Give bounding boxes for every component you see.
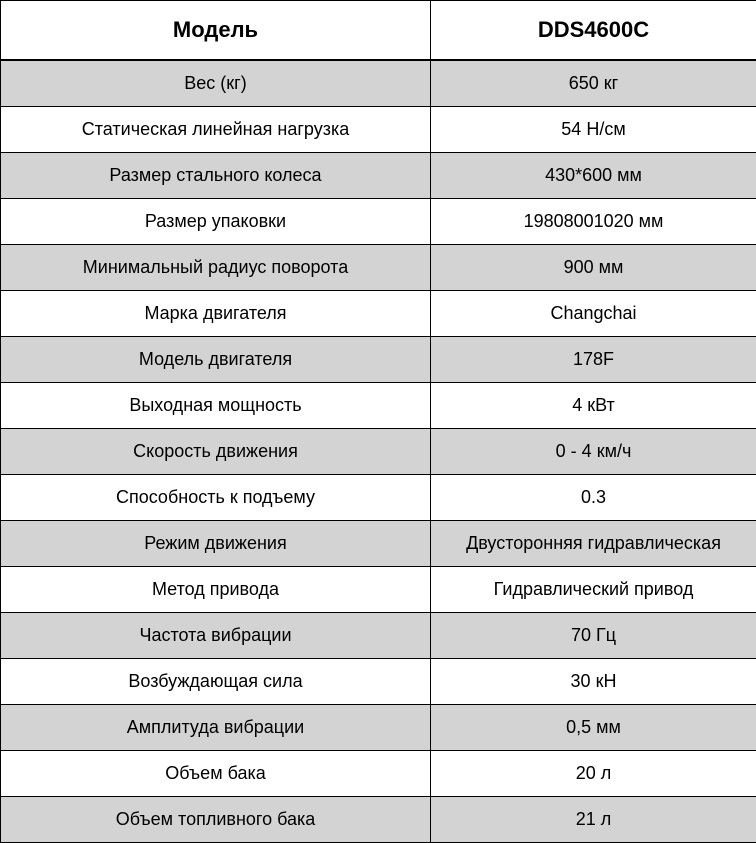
table-header-row [1, 1, 756, 61]
row-label: Размер упаковки [1, 199, 431, 245]
table-row [1, 567, 756, 613]
row-label: Возбуждающая сила [1, 659, 431, 705]
table-row [1, 705, 756, 751]
table-row [1, 60, 756, 107]
row-value: 0.3 [431, 475, 756, 521]
row-value: Changchai [431, 291, 756, 337]
table-row [1, 107, 756, 153]
row-value: 21 л [431, 797, 756, 843]
table-row [1, 475, 756, 521]
row-value: 0,5 мм [431, 705, 756, 751]
row-value: 19808001020 мм [431, 199, 756, 245]
row-label: Выходная мощность [1, 383, 431, 429]
table-row [1, 521, 756, 567]
row-label: Объем топливного бака [1, 797, 431, 843]
row-value: 30 кН [431, 659, 756, 705]
row-label: Статическая линейная нагрузка [1, 107, 431, 153]
table-row [1, 429, 756, 475]
row-label: Частота вибрации [1, 613, 431, 659]
row-value: 178F [431, 337, 756, 383]
table-row [1, 199, 756, 245]
table-row [1, 613, 756, 659]
row-label: Скорость движения [1, 429, 431, 475]
row-label: Модель двигателя [1, 337, 431, 383]
row-label: Метод привода [1, 567, 431, 613]
table-row [1, 291, 756, 337]
header-model-value: DDS4600C [431, 1, 756, 61]
row-label: Режим движения [1, 521, 431, 567]
table-row [1, 797, 756, 843]
row-value: 4 кВт [431, 383, 756, 429]
row-value: 430*600 мм [431, 153, 756, 199]
table-row [1, 153, 756, 199]
table-row [1, 383, 756, 429]
row-value: 20 л [431, 751, 756, 797]
row-value: Двусторонняя гидравлическая [431, 521, 756, 567]
row-value: 900 мм [431, 245, 756, 291]
row-value: 70 Гц [431, 613, 756, 659]
row-label: Размер стального колеса [1, 153, 431, 199]
table-row [1, 245, 756, 291]
row-label: Марка двигателя [1, 291, 431, 337]
table-row [1, 751, 756, 797]
header-model-label: Модель [1, 1, 431, 61]
row-label: Амплитуда вибрации [1, 705, 431, 751]
row-label: Минимальный радиус поворота [1, 245, 431, 291]
row-value: Гидравлический привод [431, 567, 756, 613]
row-label: Объем бака [1, 751, 431, 797]
row-value: 650 кг [431, 60, 756, 107]
row-label: Способность к подъему [1, 475, 431, 521]
row-label: Вес (кг) [1, 60, 431, 107]
table-row [1, 337, 756, 383]
table-row [1, 659, 756, 705]
row-value: 54 Н/см [431, 107, 756, 153]
row-value: 0 - 4 км/ч [431, 429, 756, 475]
